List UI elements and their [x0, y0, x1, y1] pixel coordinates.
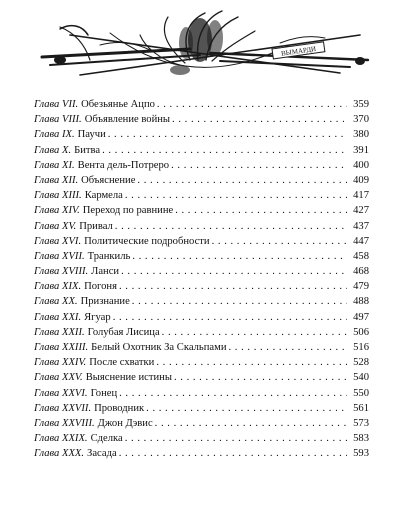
leader-dots: [125, 431, 347, 446]
chapter-number: Глава XIX.: [34, 281, 82, 293]
leader-dots: [174, 370, 347, 385]
toc-entry[interactable]: [34, 249, 369, 264]
toc-entry[interactable]: [34, 416, 369, 431]
leader-dots: [156, 355, 347, 370]
chapter-title: Вента дель-Потреро: [77, 159, 170, 171]
chapter-number: Глава XVI.: [34, 235, 82, 247]
leader-dots: [108, 127, 347, 142]
page-number: 468: [353, 266, 369, 278]
toc-entry[interactable]: [34, 158, 369, 173]
chapter-number: Глава XVII.: [34, 250, 85, 262]
page-number: 437: [353, 220, 369, 232]
leader-dots: [172, 112, 347, 127]
leader-dots: [115, 219, 347, 234]
chapter-title: Выяснение истины: [85, 372, 172, 384]
leader-dots: [175, 203, 347, 218]
chapter-title: Гонец: [90, 387, 118, 399]
chapter-number: Глава XXVI.: [34, 387, 88, 399]
chapter-title: Джон Дэвис: [97, 417, 153, 429]
leader-dots: [137, 173, 347, 188]
chapter-number: Глава XVIII.: [34, 266, 89, 278]
page-number: 359: [353, 99, 369, 110]
chapter-number: Глава XXII.: [34, 326, 85, 338]
chapter-title: Объявление войны: [84, 114, 171, 126]
toc-entry[interactable]: [34, 446, 369, 461]
chapter-title: Транкиль: [87, 250, 131, 262]
page-number: 391: [353, 144, 369, 156]
page-number: 550: [353, 387, 369, 399]
page-number: 583: [353, 433, 369, 445]
chapter-number: Глава XXI.: [34, 311, 82, 323]
page-number: 458: [353, 250, 369, 262]
page-number: 593: [353, 448, 369, 460]
chapter-number: Глава XV.: [34, 220, 77, 232]
chapter-title: Признание: [80, 296, 130, 308]
toc-entry[interactable]: [34, 112, 369, 127]
leader-dots: [212, 234, 347, 249]
leader-dots: [119, 279, 347, 294]
page-number: 573: [353, 417, 369, 429]
chapter-title: Погоня: [84, 281, 117, 293]
chapter-number: Глава XXX.: [34, 448, 85, 460]
table-of-contents: [34, 97, 369, 462]
chapter-title: Проводник: [94, 402, 145, 414]
leader-dots: [113, 310, 347, 325]
toc-entry[interactable]: [34, 219, 369, 234]
chapter-title: Белый Охотник За Скальпами: [91, 342, 227, 353]
chapter-number: Глава XX.: [34, 296, 78, 308]
weapons-trophy-engraving: [40, 5, 370, 85]
leader-dots: [102, 143, 347, 158]
toc-entry[interactable]: [34, 188, 369, 203]
chapter-number: Глава XIV.: [34, 205, 80, 217]
leader-dots: [132, 249, 347, 264]
chapter-number: Глава XXIV.: [34, 357, 87, 369]
toc-entry[interactable]: [34, 173, 369, 188]
chapter-number: Глава XIII.: [34, 190, 82, 202]
leader-dots: [162, 325, 347, 340]
leader-dots: [121, 264, 347, 279]
page-number: 528: [353, 357, 369, 369]
page-number: 561: [353, 402, 369, 414]
toc-entry[interactable]: [34, 234, 369, 249]
chapter-title: Объяснение: [81, 174, 136, 186]
chapter-number: Глава XXV.: [34, 372, 83, 384]
toc-entry[interactable]: [34, 325, 369, 340]
toc-entry[interactable]: [34, 386, 369, 401]
toc-entry[interactable]: [34, 97, 369, 112]
page-number: 409: [353, 174, 369, 186]
toc-entry[interactable]: [34, 401, 369, 416]
leader-dots: [157, 97, 347, 112]
leader-dots: [171, 158, 347, 173]
toc-entry[interactable]: [34, 279, 369, 294]
toc-entry[interactable]: [34, 431, 369, 446]
leader-dots: [229, 340, 348, 355]
toc-entry[interactable]: [34, 143, 369, 158]
toc-entry[interactable]: [34, 340, 369, 355]
chapter-number: Глава XXIX.: [34, 433, 88, 445]
leader-dots: [119, 446, 347, 461]
toc-entry[interactable]: [34, 310, 369, 325]
page-number: 488: [353, 296, 369, 308]
chapter-number: Глава XXVII.: [34, 402, 92, 414]
toc-entry[interactable]: [34, 355, 369, 370]
chapter-title: Сделка: [90, 433, 123, 445]
leader-dots: [119, 386, 347, 401]
chapter-title: После схватки: [89, 357, 155, 369]
chapter-title: Голубая Лисица: [87, 326, 160, 338]
chapter-number: Глава XXIII.: [34, 342, 89, 353]
chapter-number: Глава XII.: [34, 174, 79, 186]
chapter-title: Переход по равнине: [82, 205, 174, 217]
stamp-text: ВЫМАРДИ: [280, 44, 317, 58]
leader-dots: [125, 188, 347, 203]
chapter-number: Глава VII.: [34, 99, 79, 110]
leader-dots: [146, 401, 347, 416]
page-number: 427: [353, 205, 369, 217]
leader-dots: [132, 294, 347, 309]
page-number: 447: [353, 235, 369, 247]
page-number: 380: [353, 129, 369, 141]
chapter-number: Глава X.: [34, 144, 72, 156]
chapter-title: Привал: [79, 220, 113, 232]
chapter-title: Битва: [74, 144, 101, 156]
chapter-number: Глава IX.: [34, 129, 75, 141]
toc-entry[interactable]: [34, 127, 369, 142]
chapter-title: Ягуар: [84, 311, 111, 323]
page-number: 516: [353, 342, 369, 353]
toc-entry[interactable]: [34, 264, 369, 279]
page-number: 370: [353, 114, 369, 126]
page-number: 479: [353, 281, 369, 293]
toc-entry[interactable]: [34, 203, 369, 218]
chapter-number: Глава VIII.: [34, 114, 82, 126]
chapter-number: Глава XI.: [34, 159, 75, 171]
chapter-title: Политические подробности: [84, 235, 210, 247]
leader-dots: [155, 416, 347, 431]
chapter-title: Засада: [87, 448, 117, 460]
page-number: 497: [353, 311, 369, 323]
page-number: 540: [353, 372, 369, 384]
toc-entry[interactable]: [34, 294, 369, 309]
chapter-title: Паучи: [77, 129, 106, 141]
chapter-title: Кармела: [84, 190, 123, 202]
page-number: 506: [353, 326, 369, 338]
chapter-title: Ланси: [91, 266, 120, 278]
chapter-title: Обезьянье Ацпо: [81, 99, 155, 110]
page-number: 417: [353, 190, 369, 202]
chapter-number: Глава XXVIII.: [34, 417, 95, 429]
page-number: 400: [353, 159, 369, 171]
toc-entry[interactable]: [34, 370, 369, 385]
